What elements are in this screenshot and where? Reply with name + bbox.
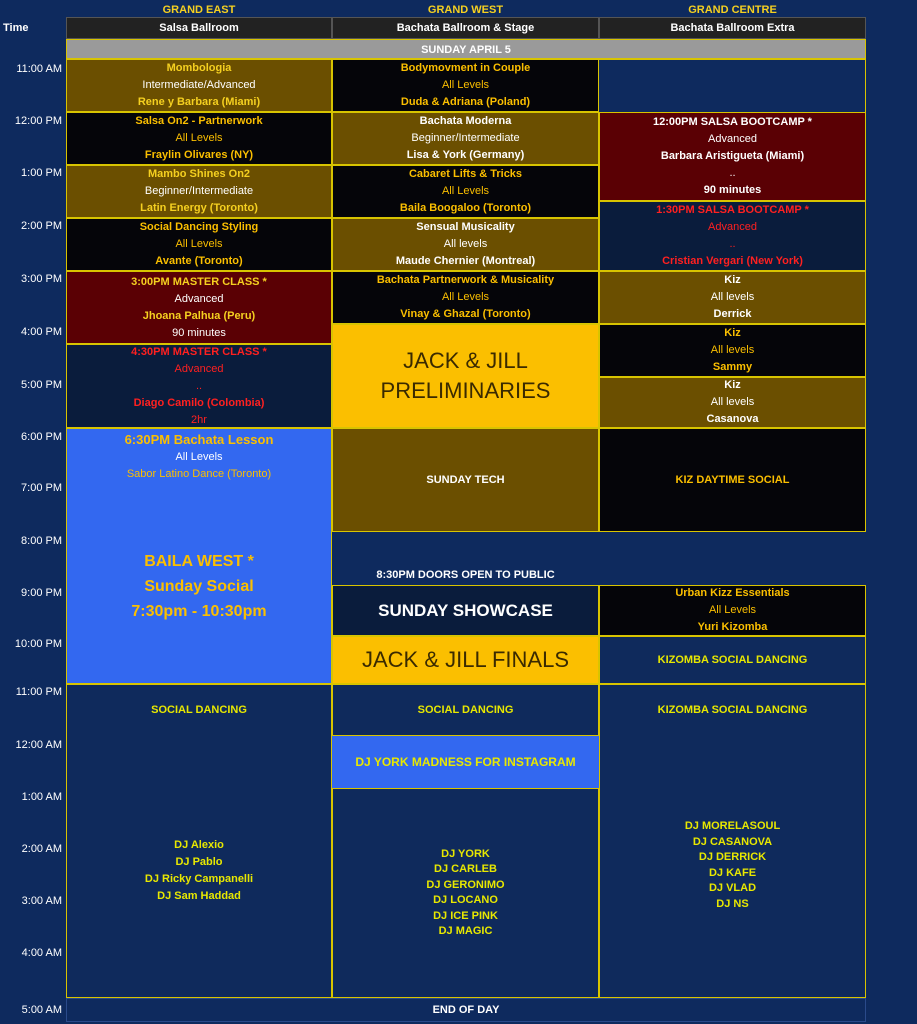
jack-jill-finals[interactable]: [332, 636, 599, 684]
class-level: All Levels: [441, 185, 490, 197]
time-column: [0, 59, 64, 1024]
time-label: 5:00 PM: [21, 379, 62, 391]
time-label: 12:00 AM: [15, 739, 62, 751]
time-label: 6:00 PM: [21, 431, 62, 443]
class-instructor: Barbara Aristigueta (Miami): [660, 150, 805, 162]
baila-west-title: BAILA WEST *: [144, 553, 254, 570]
dj-name: DJ NS: [716, 897, 749, 910]
class-duration: 2hr: [191, 413, 207, 426]
doors-open-label: 8:30PM DOORS OPEN TO PUBLIC: [376, 569, 555, 581]
dj-name: DJ Ricky Campanelli: [144, 873, 254, 885]
class-kiz-casanova[interactable]: [599, 377, 866, 428]
class-level: All levels: [710, 344, 755, 356]
class-social-styling[interactable]: [66, 218, 332, 271]
sunday-tech[interactable]: [332, 428, 599, 532]
kizomba-label: KIZOMBA SOCIAL DANCING: [657, 704, 808, 716]
class-sensual-musicality[interactable]: [332, 218, 599, 271]
time-label: 3:00 PM: [21, 273, 62, 285]
class-bachata-moderna[interactable]: [332, 112, 599, 165]
class-level: Intermediate/Advanced: [142, 79, 256, 91]
room-grand-east: GRAND EAST: [162, 4, 236, 16]
class-level: All Levels: [708, 604, 757, 616]
day-banner: SUNDAY APRIL 5: [66, 39, 866, 59]
time-label: 12:00 PM: [14, 115, 62, 127]
time-label: 2:00 PM: [21, 220, 62, 232]
time-label: 11:00 PM: [15, 686, 62, 698]
class-level: Beginner/Intermediate: [144, 185, 254, 197]
jj-finals-label: JACK & JILL FINALS: [361, 647, 570, 672]
dj-name: DJ LOCANO: [433, 894, 498, 906]
class-title: Kiz: [724, 274, 741, 286]
class-level: Advanced: [174, 292, 224, 305]
class-bodymovment[interactable]: [332, 59, 599, 112]
class-instructor: Latin Energy (Toronto): [140, 202, 258, 214]
west-social-block[interactable]: [332, 684, 599, 736]
class-title: 12:00PM SALSA BOOTCAMP *: [653, 116, 812, 128]
dj-name: DJ CARLEB: [434, 863, 497, 875]
dj-name: DJ Pablo: [175, 856, 223, 868]
class-title: Kiz: [724, 379, 741, 391]
class-kiz-sammy[interactable]: [599, 324, 866, 377]
class-title: Sensual Musicality: [416, 221, 515, 233]
class-kiz-derrick[interactable]: [599, 271, 866, 324]
west-dj-block[interactable]: [332, 788, 599, 998]
class-level: All levels: [710, 396, 755, 408]
class-instructor: Cristian Vergari (New York): [662, 255, 803, 267]
class-level: All Levels: [175, 132, 223, 144]
jj-prelim-line1: JACK & JILL: [403, 348, 528, 373]
class-instructor: Sammy: [712, 361, 753, 373]
dj-name: DJ Alexio: [174, 839, 224, 851]
dj-name: DJ MORELASOUL: [684, 820, 781, 832]
time-label: 2:00 AM: [21, 843, 62, 855]
time-label: 5:00 AM: [21, 1004, 62, 1016]
class-title: 3:00PM MASTER CLASS *: [131, 275, 267, 288]
bachata-lesson-title: 6:30PM Bachata Lesson: [124, 432, 274, 447]
class-mambo-shines[interactable]: [66, 165, 332, 218]
class-title: Mambo Shines On2: [147, 168, 251, 180]
dj-name: DJ GERONIMO: [426, 878, 505, 891]
class-level: All Levels: [175, 238, 223, 250]
time-label: 4:00 PM: [21, 326, 62, 338]
social-dancing-label: SOCIAL DANCING: [417, 703, 514, 716]
class-instructor: Jhoana Palhua (Peru): [142, 309, 256, 322]
class-instructor: Vinay & Ghazal (Toronto): [400, 308, 531, 320]
time-header: Time: [3, 22, 29, 34]
class-level: Beginner/Intermediate: [411, 132, 520, 144]
sunday-tech-label: SUNDAY TECH: [426, 473, 505, 486]
kizomba-social-evening[interactable]: [599, 636, 866, 684]
class-instructor: Rene y Barbara (Miami): [137, 96, 261, 108]
class-title: 1:30PM SALSA BOOTCAMP *: [656, 204, 809, 216]
bachata-lesson-instructor: Sabor Latino Dance (Toronto): [126, 468, 272, 480]
time-label: 7:00 PM: [21, 482, 62, 494]
dj-name: DJ KAFE: [708, 866, 757, 879]
class-duration: 90 minutes: [703, 184, 762, 196]
class-title: Bachata Partnerwork & Musicality: [376, 274, 555, 286]
class-duration: 90 minutes: [172, 326, 226, 339]
time-label: 8:00 PM: [21, 535, 62, 547]
class-master-class-430pm[interactable]: [66, 344, 332, 428]
room-grand-west: GRAND WEST: [427, 4, 504, 16]
class-level: All Levels: [441, 291, 490, 303]
class-title: Cabaret Lifts & Tricks: [408, 168, 523, 180]
dj-name: DJ CASANOVA: [692, 835, 773, 848]
class-instructor: Lisa & York (Germany): [406, 149, 525, 161]
room-grand-centre: GRAND CENTRE: [688, 4, 777, 16]
end-of-day: END OF DAY: [66, 998, 866, 1022]
time-label: 10:00 PM: [14, 638, 62, 650]
class-salsa-on2[interactable]: [66, 112, 332, 165]
class-bachata-partnerwork[interactable]: [332, 271, 599, 324]
class-instructor: Duda & Adriana (Poland): [400, 96, 531, 108]
class-instructor: Casanova: [706, 413, 759, 425]
class-level: Advanced: [708, 221, 757, 233]
baila-west-block[interactable]: [66, 428, 332, 684]
ballroom-bachata: Bachata Ballroom & Stage: [332, 17, 599, 39]
class-dots: ..: [729, 167, 736, 179]
ballroom-salsa: Salsa Ballroom: [66, 17, 332, 39]
dj-name: DJ DERRICK: [698, 851, 767, 863]
class-instructor: Maude Chernier (Montreal): [395, 255, 536, 267]
class-title: Urban Kizz Essentials: [675, 587, 790, 599]
class-salsa-bootcamp-130pm[interactable]: [599, 201, 866, 271]
class-instructor: Baila Boogaloo (Toronto): [399, 202, 532, 214]
class-cabaret-lifts[interactable]: [332, 165, 599, 218]
class-instructor: Derrick: [713, 308, 752, 320]
class-dots: ..: [729, 238, 736, 250]
ballroom-bachata-extra: Bachata Ballroom Extra: [599, 17, 866, 39]
baila-west-time: 7:30pm - 10:30pm: [131, 603, 267, 620]
class-master-class-3pm[interactable]: [66, 271, 332, 344]
class-dots: ..: [195, 379, 203, 392]
centre-social-block[interactable]: [599, 684, 866, 998]
showcase-label: SUNDAY SHOWCASE: [378, 600, 553, 620]
bachata-lesson-level: All Levels: [175, 451, 223, 463]
class-title: Social Dancing Styling: [139, 221, 259, 233]
jack-jill-preliminaries[interactable]: [332, 324, 599, 428]
class-level: All levels: [710, 291, 755, 303]
class-level: All Levels: [441, 79, 490, 91]
class-instructor: Diago Camilo (Colombia): [133, 396, 265, 409]
kiz-daytime-label: KIZ DAYTIME SOCIAL: [675, 473, 790, 486]
kiz-daytime-social[interactable]: [599, 428, 866, 532]
social-dancing-label: SOCIAL DANCING: [151, 704, 247, 716]
dj-york-label: DJ YORK MADNESS FOR INSTAGRAM: [355, 754, 576, 769]
baila-west-subtitle: Sunday Social: [144, 578, 254, 595]
dj-name: DJ MAGIC: [438, 925, 493, 937]
centre-empty-slot: [599, 59, 866, 112]
class-instructor: Yuri Kizomba: [697, 621, 768, 633]
class-level: Advanced: [174, 362, 224, 375]
dj-name: DJ Sam Haddad: [157, 890, 241, 902]
class-title: Kiz: [724, 327, 741, 339]
time-label: 1:00 PM: [21, 167, 62, 179]
east-social-block[interactable]: [66, 684, 332, 998]
class-title: Mombologia: [166, 62, 232, 74]
sunday-showcase[interactable]: [332, 585, 599, 636]
time-label: 1:00 AM: [21, 791, 62, 803]
dj-name: DJ ICE PINK: [433, 909, 498, 922]
class-salsa-bootcamp-12pm[interactable]: [599, 112, 866, 201]
dj-name: DJ VLAD: [708, 882, 757, 894]
class-urban-kizz[interactable]: [599, 585, 866, 636]
class-title: Salsa On2 - Partnerwork: [135, 115, 263, 127]
class-level: All levels: [443, 238, 488, 250]
time-label: 4:00 AM: [21, 947, 62, 959]
class-title: 4:30PM MASTER CLASS *: [131, 345, 267, 358]
time-label: 9:00 PM: [21, 587, 62, 599]
class-instructor: Avante (Toronto): [155, 255, 243, 267]
kizomba-label: KIZOMBA SOCIAL DANCING: [657, 653, 808, 666]
class-mombologia[interactable]: [66, 59, 332, 112]
dj-york-madness[interactable]: [332, 736, 599, 788]
class-title: Bachata Moderna: [419, 115, 512, 127]
class-instructor: Fraylin Olivares (NY): [144, 149, 254, 161]
class-title: Bodymovment in Couple: [400, 62, 531, 74]
class-level: Advanced: [708, 133, 757, 145]
time-label: 11:00 AM: [16, 63, 62, 75]
time-label: 3:00 AM: [21, 895, 62, 907]
jj-prelim-line2: PRELIMINARIES: [380, 378, 551, 403]
dj-name: DJ YORK: [441, 847, 490, 860]
